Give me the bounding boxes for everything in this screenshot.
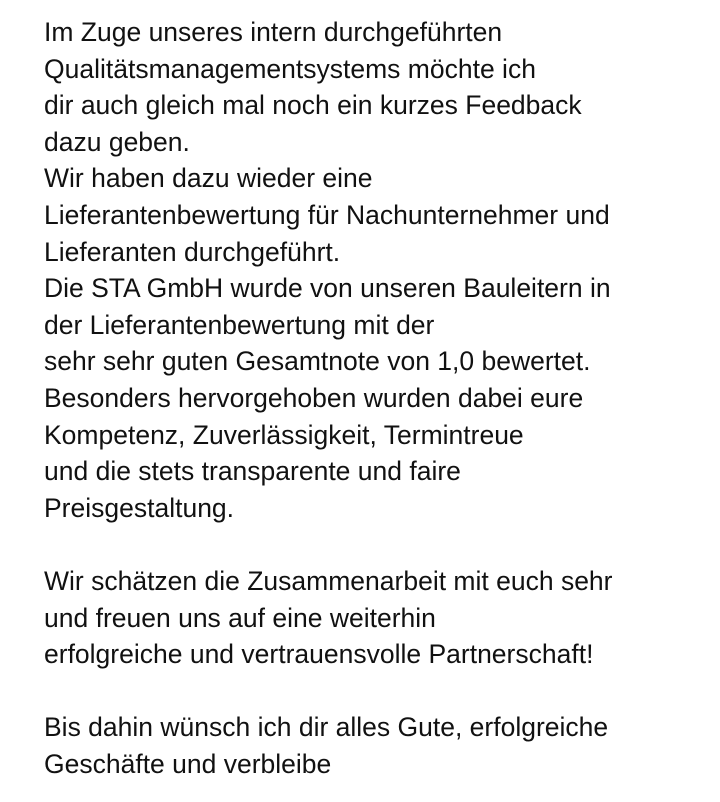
text-line: Wir haben dazu wieder eine	[44, 163, 373, 194]
text-line: Besonders hervorgehoben wurden dabei eure	[44, 382, 584, 413]
text-line: Kompetenz, Zuverlässigkeit, Termintreue	[44, 419, 524, 450]
text-line: erfolgreiche und vertrauensvolle Partnerschaft!	[44, 639, 594, 670]
text-line: Die STA GmbH wurde von unseren Bauleitern in	[44, 273, 611, 304]
text-line: dir auch gleich mal noch ein kurzes Feedback	[44, 90, 582, 121]
text-line: Lieferanten durchgeführt.	[44, 236, 341, 267]
text-line: Preisgestaltung.	[44, 492, 235, 523]
text-line: Geschäfte und verbleibe	[44, 748, 332, 779]
text-line: der Lieferantenbewertung mit der	[44, 309, 435, 340]
text-line: Bis dahin wünsch ich dir alles Gute, erfolgreiche	[44, 712, 609, 743]
text-line: Qualitätsmanagementsystems möchte ich	[44, 53, 536, 84]
message-body	[44, 14, 714, 782]
paragraph-gap	[44, 526, 714, 563]
paragraph-gap	[44, 673, 714, 710]
text-line: Wir schätzen die Zusammenarbeit mit euch sehr	[44, 565, 613, 596]
text-line: und die stets transparente und faire	[44, 456, 461, 487]
text-line: dazu geben.	[44, 126, 190, 157]
paragraph-closing	[44, 709, 714, 782]
paragraph-partnership	[44, 563, 714, 673]
text-line: sehr sehr guten Gesamtnote von 1,0 bewertet.	[44, 346, 591, 377]
paragraph-feedback	[44, 14, 714, 526]
text-line: Im Zuge unseres intern durchgeführten	[44, 17, 503, 47]
text-line: und freuen uns auf eine weiterhin	[44, 602, 436, 633]
text-line: Lieferantenbewertung für Nachunternehmer und	[44, 199, 610, 230]
